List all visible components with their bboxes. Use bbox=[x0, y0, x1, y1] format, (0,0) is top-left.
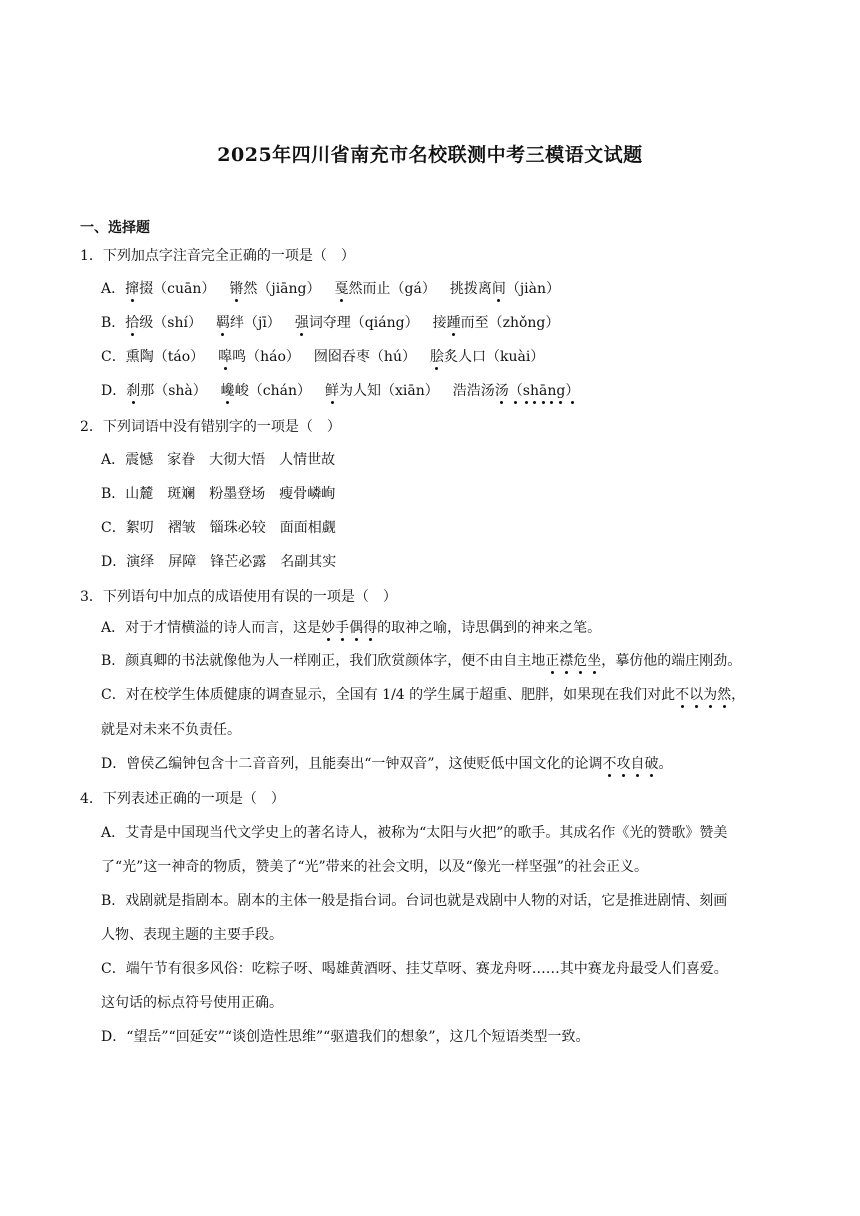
question-3-stem: 3．下列语句中加点的成语使用有误的一项是（ ） bbox=[80, 589, 397, 605]
emphasis-char: （ bbox=[508, 383, 523, 399]
question-1-option-c: C．熏陶（táo） 嗥鸣（háo） 囫囵吞枣（hú） 脍炙人口（kuài） bbox=[101, 349, 545, 365]
question-3-option-a: A．对于才情横溢的诗人而言，这是妙手偶得的取神之喻，诗思偶到的神来之笔。 bbox=[101, 620, 602, 636]
emphasis-char: 得 bbox=[363, 620, 378, 636]
emphasis-char: 攻 bbox=[616, 756, 631, 772]
question-4-option-b-continued: 人物、表现主题的主要手段。 bbox=[101, 927, 283, 943]
emphasis-char: 破 bbox=[644, 756, 659, 772]
question-4-option-b: B．戏剧就是指剧本。剧本的主体一般是指台词。台词也就是戏剧中人物的对话，它是推进剧情、刻画 bbox=[101, 893, 728, 909]
emphasis-char: h bbox=[529, 383, 539, 399]
emphasis-char: ） bbox=[565, 383, 580, 399]
emphasis-char: 为 bbox=[703, 687, 718, 703]
question-4-option-a-continued: 了“光”这一神奇的物质，赞美了“光”带来的社会文明，以及“像光一样坚强”的社会正义。 bbox=[101, 859, 648, 875]
question-2-option-a: A．震憾 家眷 大彻大悟 人情世故 bbox=[101, 452, 336, 468]
emphasis-char: ā bbox=[539, 383, 548, 399]
emphasis-char: 偶 bbox=[349, 620, 364, 636]
emphasis-char: 妙 bbox=[321, 620, 336, 636]
emphasis-char: 襟 bbox=[559, 653, 574, 669]
question-4-option-a: A．艾青是中国现当代文学史上的著名诗人，被称为“太阳与火把”的歌手。其成名作《光的赞歌》赞美 bbox=[101, 825, 728, 841]
question-3-option-c-continued: 就是对未来不负责任。 bbox=[101, 722, 241, 738]
question-4-option-c-continued: 这句话的标点符号使用正确。 bbox=[101, 995, 283, 1011]
question-3-option-b: B．颜真卿的书法就像他为人一样刚正，我们欣赏颜体字，便不由自主地正襟危坐，摹仿他的端庄刚劲。 bbox=[101, 653, 742, 669]
emphasis-char: 正 bbox=[545, 653, 560, 669]
question-2-option-d: D．演绎 屏障 锋芒必露 名副其实 bbox=[101, 554, 337, 570]
emphasis-char: s bbox=[522, 383, 530, 399]
section-heading: 一、选择题 bbox=[80, 220, 150, 236]
emphasis-char: 危 bbox=[573, 653, 588, 669]
emphasis-char: 不 bbox=[675, 687, 690, 703]
question-1-option-a: A．撺掇（cuān） 锵然（jiāng） 戛然而止（gá） 挑拨离间（jiàn） bbox=[101, 281, 561, 297]
dotted-idiom bbox=[321, 620, 377, 636]
question-3-option-c: C．对在校学生体质健康的调查显示，全国有 1/4 的学生属于超重、肥胖，如果现在我们对此不以为然， bbox=[101, 687, 746, 703]
question-2-option-b: B．山麓 斑斓 粉墨登场 瘦骨嶙峋 bbox=[101, 486, 336, 502]
question-1-stem: 1．下列加点字注音完全正确的一项是（ ） bbox=[80, 248, 355, 264]
question-1-option-d: D．刹那（shà） 巉峻（chán） 鲜为人知（xiān） 浩浩汤汤（shāng） bbox=[101, 383, 580, 399]
emphasis-char: g bbox=[556, 383, 566, 399]
emphasis-char: 不 bbox=[602, 756, 617, 772]
emphasis-char: 汤 bbox=[494, 383, 509, 399]
question-4-stem: 4．下列表述正确的一项是（ ） bbox=[80, 791, 285, 807]
emphasis-char: 手 bbox=[335, 620, 350, 636]
emphasis-char: 坐 bbox=[587, 653, 602, 669]
question-2-stem: 2．下列词语中没有错别字的一项是（ ） bbox=[80, 419, 341, 435]
question-2-option-c: C．絮叨 褶皱 锱珠必较 面面相觑 bbox=[101, 520, 336, 536]
emphasis-char: n bbox=[547, 383, 557, 399]
emphasis-char: 以 bbox=[689, 687, 704, 703]
question-4-option-d: D．“望岳”“回延安”“谈创造性思维”“驱遣我们的想象”，这几个短语类型一致。 bbox=[101, 1029, 590, 1045]
page-title: 2025年四川省南充市名校联测中考三模语文试题 bbox=[217, 144, 643, 166]
emphasis-char: 然 bbox=[717, 687, 732, 703]
emphasis-char: 自 bbox=[630, 756, 645, 772]
question-3-option-d: D．曾侯乙编钟包含十二音音列，且能奏出“一钟双音”，这使贬低中国文化的论调不攻自破。 bbox=[101, 756, 673, 772]
question-1-option-b: B．拾级（shí） 羁绊（jī） 强词夺理（qiáng） 接踵而至（zhǒng） bbox=[101, 315, 560, 331]
question-4-option-c: C．端午节有很多风俗：吃粽子呀、喝雄黄酒呀、挂艾草呀、赛龙舟呀……其中赛龙舟最受人们喜爱。 bbox=[101, 961, 728, 977]
